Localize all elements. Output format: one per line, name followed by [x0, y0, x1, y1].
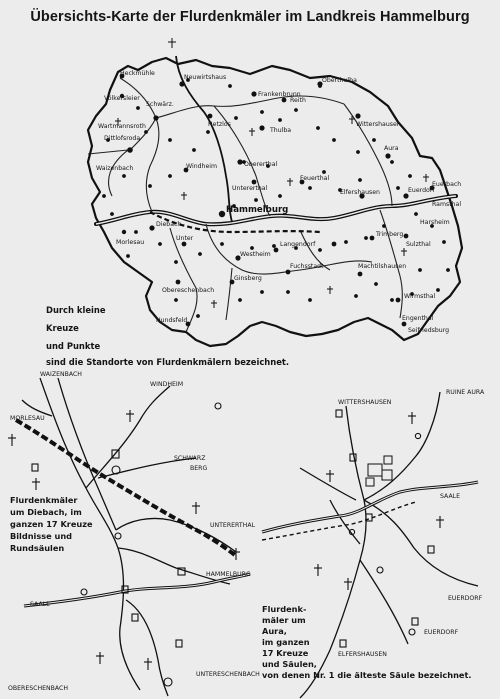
diebach-caption-line: Bildnisse und	[10, 531, 73, 541]
monument-cross	[126, 410, 134, 422]
diebach-label-obereschenbach: OBERESCHENBACH	[8, 685, 69, 692]
monument-cross	[349, 116, 355, 124]
aura-label-euerdorf: EUERDORF	[448, 595, 483, 602]
aura-label-elfershausen: ELFERSHAUSEN	[338, 651, 387, 658]
label-elfershausen: Elfershausen	[340, 189, 380, 196]
diebach-label-windheim: WINDHEIM	[150, 381, 184, 388]
label-neuwirtshaus: Neuwirtshaus	[184, 74, 227, 81]
monument-cross	[326, 470, 334, 482]
monument-cross	[181, 192, 187, 200]
aura-village	[366, 456, 392, 486]
label-thulba: Thulba	[270, 127, 292, 134]
label-voelkersleier: Völkersleier	[104, 95, 140, 102]
aura-label-wittershausen: WITTERSHAUSEN	[338, 399, 392, 406]
aura-saale-inner	[262, 482, 478, 532]
monument-cross	[211, 300, 217, 308]
monument-cross	[192, 502, 200, 514]
label-dittlofsroda: Dittlofsroda	[104, 135, 141, 142]
aura-saale	[262, 482, 478, 532]
label-sulzthal: Sulzthal	[406, 241, 431, 248]
label-wartmannsroth: Wartmannsroth	[98, 123, 146, 130]
monument-cross	[144, 658, 152, 670]
aura-caption-line: Flurdenk-	[262, 604, 307, 614]
label-wirmsthal: Wirmsthal	[404, 293, 436, 300]
monument-cross	[32, 478, 40, 490]
label-hetzlos: Hetzlos	[208, 121, 231, 128]
label-euerdorf: Euerdorf	[408, 187, 435, 194]
aura-caption-line: im ganzen	[262, 637, 310, 647]
monument-cross	[423, 174, 429, 182]
label-ginsberg: Ginsberg	[234, 275, 262, 282]
aura-caption	[262, 604, 472, 681]
monument-cross	[249, 128, 255, 136]
label-schwaerzelbach: Schwärz.	[146, 101, 174, 108]
legend-line-3: und Punkte	[46, 341, 101, 351]
label-westheim: Westheim	[240, 251, 271, 258]
aura-railway	[262, 502, 416, 540]
diebach-label-hammelburg: HAMMELBURG	[206, 571, 251, 578]
monument-cross	[408, 412, 416, 424]
monument-cross	[327, 286, 333, 294]
monument-cross	[8, 434, 16, 446]
label-hundsfeld: Hundsfeld	[156, 317, 188, 324]
monument-cross	[401, 248, 407, 256]
label-fuchsstadt: Fuchsstadt	[290, 263, 324, 270]
aura-label-euerdorf-small: EUERDORF	[424, 629, 459, 636]
monument-cross	[96, 652, 104, 664]
diebach-caption-line: Flurdenkmäler	[10, 495, 78, 505]
label-morlesau: Morlesau	[116, 239, 145, 246]
aura-label-ruine-aura: RUINE AURA	[446, 389, 485, 396]
diebach-caption-line: ganzen 17 Kreuze	[10, 519, 93, 529]
diebach-label-morlesau: MORLESAU	[10, 415, 45, 422]
label-feuerthal: Feuerthal	[300, 175, 330, 182]
label-diebach: Diebach	[156, 221, 182, 228]
label-frankenbrunn: Frankenbrunn	[258, 91, 301, 98]
label-langendorf: Langendorf	[280, 241, 316, 248]
monument-cross	[232, 548, 240, 560]
diebach-label-schwarz: SCHWARZ	[174, 455, 206, 462]
label-hammelburg: Hammelburg	[226, 205, 289, 215]
label-machtilshausen: Machtilshausen	[358, 263, 407, 270]
label-untererthal: Untererthal	[232, 185, 268, 192]
diebach-saale-inner	[24, 574, 250, 606]
legend-line-4: sind die Standorte von Flurdenkmälern bezeichnet.	[46, 357, 290, 367]
diebach-saale	[24, 574, 250, 606]
diebach-label-saale: SAALE	[30, 601, 51, 608]
diebach-caption	[10, 494, 93, 554]
label-aura: Aura	[384, 145, 399, 152]
aura-caption-line: 17 Kreuze	[262, 648, 309, 658]
monument-cross	[344, 578, 352, 590]
label-unter: Unter	[176, 235, 194, 242]
monument-cross	[287, 178, 293, 186]
label-heckmuehle: Heckmühle	[120, 70, 155, 77]
label-engenthal: Engenthal	[402, 315, 434, 322]
monument-cross	[314, 564, 322, 576]
label-euerbach: Euerbach	[432, 181, 462, 188]
label-harsheim: Harsheim	[420, 219, 450, 226]
monument-cross	[436, 516, 444, 528]
diebach-label-berg: BERG	[190, 465, 208, 472]
label-oberthulba: Oberthulba	[322, 77, 357, 84]
diebach-label-untererthal: UNTERERTHAL	[210, 522, 256, 529]
aura-caption-line: Aura,	[262, 626, 287, 636]
label-windheim: Windheim	[186, 163, 218, 170]
aura-caption-line: von denen Nr. 1 die älteste Säule bezeichnet.	[262, 670, 472, 680]
aura-caption-line: und Säulen,	[262, 659, 317, 669]
district-boundary	[88, 58, 462, 346]
diebach-label-unterschenbach: UNTERESCHENBACH	[196, 671, 260, 678]
diebach-caption-line: Rundsäulen	[10, 543, 65, 553]
monument-markers	[103, 38, 450, 317]
diebach-label-waizenbach: WAIZENBACH	[40, 371, 82, 378]
legend-line-1: Durch kleine	[46, 305, 106, 315]
legend-line-2: Kreuze	[46, 323, 79, 333]
label-wittershausen: Wittershausen	[356, 121, 401, 128]
label-trimberg: Trimberg	[376, 231, 404, 238]
monument-cross	[168, 38, 176, 48]
label-ramsthal: Ramsthal	[432, 201, 462, 208]
aura-label-saale: SAALE	[440, 493, 461, 500]
map-title: Übersichts-Karte der Flurdenkmäler im Landkreis Hammelburg	[30, 9, 470, 25]
label-reith: Reith	[290, 97, 306, 104]
label-obererthal: Obererthal	[244, 161, 278, 168]
label-waizenbach: Waizenbach	[96, 165, 134, 172]
label-obereschenbach: Obereschenbach	[162, 287, 215, 294]
aura-caption-line: mäler um	[262, 615, 306, 625]
diebach-caption-line: um Diebach, im	[10, 507, 82, 517]
label-seifriedsburg: Seifriedsburg	[408, 327, 450, 334]
